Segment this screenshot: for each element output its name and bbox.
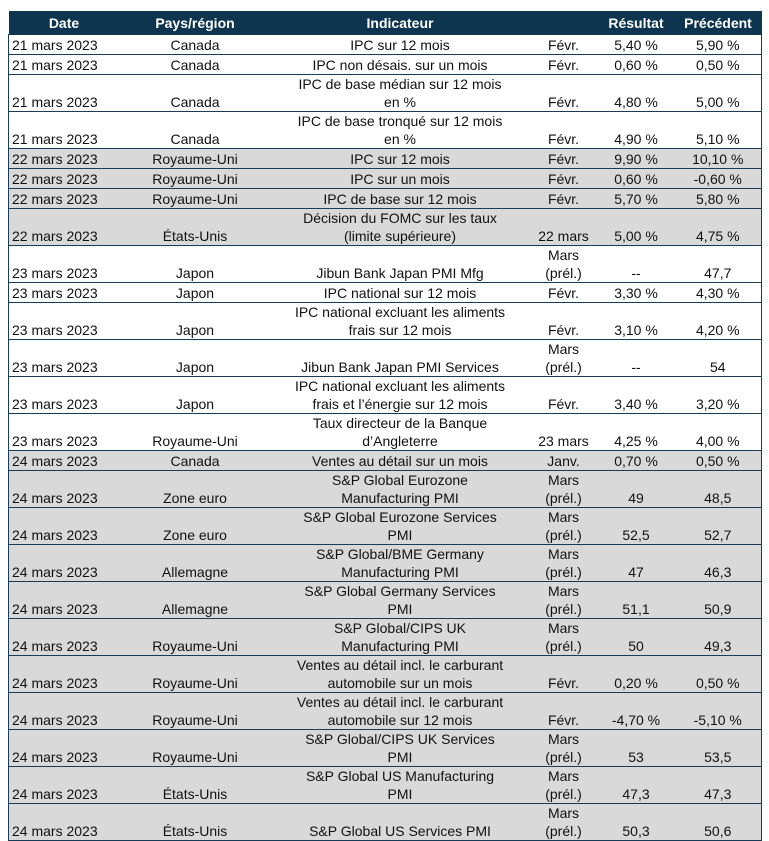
cell-previous: 50,6 [675, 804, 762, 841]
table-row [9, 545, 762, 582]
cell-country: Royaume-Uni [120, 730, 271, 767]
cell-period: Févr. [530, 283, 598, 303]
table-row [9, 377, 762, 414]
cell-indicator: Taux directeur de la Banque d’Angleterre [271, 414, 530, 451]
cell-previous: 52,7 [675, 508, 762, 545]
cell-date: 24 mars 2023 [9, 730, 120, 767]
cell-indicator: IPC sur 12 mois [271, 35, 530, 55]
cell-result: 3,40 % [598, 377, 675, 414]
cell-result: 3,10 % [598, 303, 675, 340]
table-row [9, 55, 762, 75]
cell-country: Canada [120, 451, 271, 471]
header-result: Résultat [598, 11, 675, 35]
cell-date: 24 mars 2023 [9, 804, 120, 841]
cell-previous: 0,50 % [675, 656, 762, 693]
cell-period: Févr. [530, 189, 598, 209]
cell-indicator: Jibun Bank Japan PMI Services [271, 340, 530, 377]
cell-date: 23 mars 2023 [9, 414, 120, 451]
table-row [9, 209, 762, 246]
table-row [9, 75, 762, 112]
table-row [9, 35, 762, 55]
cell-date: 24 mars 2023 [9, 545, 120, 582]
cell-indicator: S&P Global Eurozone Services PMI [271, 508, 530, 545]
cell-indicator: Ventes au détail incl. le carburant automobile sur un mois [271, 656, 530, 693]
cell-date: 24 mars 2023 [9, 619, 120, 656]
cell-previous: 5,90 % [675, 35, 762, 55]
cell-country: Allemagne [120, 545, 271, 582]
cell-result: 0,20 % [598, 656, 675, 693]
cell-previous: 0,50 % [675, 55, 762, 75]
cell-period: Janv. [530, 451, 598, 471]
cell-country: Canada [120, 112, 271, 149]
cell-result: 0,70 % [598, 451, 675, 471]
cell-indicator: S&P Global/BME Germany Manufacturing PMI [271, 545, 530, 582]
cell-result: 47,3 [598, 767, 675, 804]
cell-result: 5,40 % [598, 35, 675, 55]
cell-result: -4,70 % [598, 693, 675, 730]
header-row [9, 11, 762, 35]
cell-indicator: IPC de base tronqué sur 12 mois en % [271, 112, 530, 149]
cell-country: États-Unis [120, 209, 271, 246]
table-row [9, 730, 762, 767]
cell-date: 21 mars 2023 [9, 112, 120, 149]
cell-result: 5,70 % [598, 189, 675, 209]
cell-period: Mars (prél.) [530, 804, 598, 841]
cell-result: 47 [598, 545, 675, 582]
cell-indicator: Jibun Bank Japan PMI Mfg [271, 246, 530, 283]
cell-indicator: S&P Global US Services PMI [271, 804, 530, 841]
cell-period: Mars (prél.) [530, 246, 598, 283]
cell-country: Japon [120, 377, 271, 414]
cell-indicator: IPC national sur 12 mois [271, 283, 530, 303]
cell-date: 24 mars 2023 [9, 656, 120, 693]
cell-previous: 47,7 [675, 246, 762, 283]
cell-date: 22 mars 2023 [9, 169, 120, 189]
cell-period: Févr. [530, 377, 598, 414]
cell-period: Févr. [530, 112, 598, 149]
table-row [9, 656, 762, 693]
cell-previous: 46,3 [675, 545, 762, 582]
cell-country: Japon [120, 246, 271, 283]
cell-result: 5,00 % [598, 209, 675, 246]
table-row [9, 508, 762, 545]
cell-date: 22 mars 2023 [9, 189, 120, 209]
cell-date: 23 mars 2023 [9, 246, 120, 283]
cell-previous: 10,10 % [675, 149, 762, 169]
cell-country: Royaume-Uni [120, 619, 271, 656]
cell-country: Canada [120, 75, 271, 112]
cell-country: Zone euro [120, 471, 271, 508]
table-row [9, 804, 762, 841]
table-row [9, 582, 762, 619]
cell-previous: 5,80 % [675, 189, 762, 209]
table-row [9, 169, 762, 189]
cell-date: 22 mars 2023 [9, 209, 120, 246]
table-row [9, 283, 762, 303]
table-row [9, 246, 762, 283]
cell-result: 0,60 % [598, 169, 675, 189]
cell-date: 22 mars 2023 [9, 149, 120, 169]
cell-result: 4,90 % [598, 112, 675, 149]
cell-period: Févr. [530, 35, 598, 55]
cell-period: Févr. [530, 149, 598, 169]
cell-country: Royaume-Uni [120, 656, 271, 693]
cell-period: 22 mars [530, 209, 598, 246]
cell-result: 9,90 % [598, 149, 675, 169]
cell-indicator: Ventes au détail incl. le carburant automobile sur 12 mois [271, 693, 530, 730]
cell-previous: 54 [675, 340, 762, 377]
cell-indicator: IPC sur 12 mois [271, 149, 530, 169]
cell-previous: 4,00 % [675, 414, 762, 451]
cell-country: États-Unis [120, 804, 271, 841]
table-body [9, 35, 762, 841]
cell-period: Févr. [530, 75, 598, 112]
cell-period: Mars (prél.) [530, 619, 598, 656]
cell-period: Mars (prél.) [530, 471, 598, 508]
cell-period: Févr. [530, 656, 598, 693]
cell-previous: 53,5 [675, 730, 762, 767]
cell-indicator: IPC national excluant les aliments frais et l’énergie sur 12 mois [271, 377, 530, 414]
table-row [9, 451, 762, 471]
cell-date: 24 mars 2023 [9, 471, 120, 508]
cell-period: Févr. [530, 693, 598, 730]
cell-country: Canada [120, 35, 271, 55]
table-row [9, 112, 762, 149]
cell-date: 23 mars 2023 [9, 340, 120, 377]
cell-period: Mars (prél.) [530, 545, 598, 582]
cell-indicator: S&P Global US Manufacturing PMI [271, 767, 530, 804]
cell-result: 49 [598, 471, 675, 508]
header-country: Pays/région [120, 11, 271, 35]
table-header [9, 11, 762, 35]
table-row [9, 149, 762, 169]
cell-previous: 49,3 [675, 619, 762, 656]
cell-indicator: Décision du FOMC sur les taux (limite supérieure) [271, 209, 530, 246]
cell-result: 50 [598, 619, 675, 656]
header-date: Date [9, 11, 120, 35]
cell-period: Mars (prél.) [530, 340, 598, 377]
cell-indicator: S&P Global/CIPS UK Manufacturing PMI [271, 619, 530, 656]
cell-country: Japon [120, 283, 271, 303]
cell-country: Japon [120, 340, 271, 377]
cell-country: Allemagne [120, 582, 271, 619]
cell-period: 23 mars [530, 414, 598, 451]
table-row [9, 303, 762, 340]
cell-country: Royaume-Uni [120, 189, 271, 209]
cell-indicator: IPC de base sur 12 mois [271, 189, 530, 209]
cell-result: 53 [598, 730, 675, 767]
cell-date: 24 mars 2023 [9, 451, 120, 471]
cell-indicator: IPC de base médian sur 12 mois en % [271, 75, 530, 112]
cell-result: 3,30 % [598, 283, 675, 303]
cell-result: -- [598, 246, 675, 283]
cell-indicator: IPC sur un mois [271, 169, 530, 189]
cell-country: Zone euro [120, 508, 271, 545]
cell-indicator: S&P Global Germany Services PMI [271, 582, 530, 619]
cell-result: 51,1 [598, 582, 675, 619]
cell-period: Mars (prél.) [530, 730, 598, 767]
cell-previous: 4,75 % [675, 209, 762, 246]
cell-previous: 5,00 % [675, 75, 762, 112]
cell-previous: 50,9 [675, 582, 762, 619]
cell-date: 23 mars 2023 [9, 283, 120, 303]
cell-country: États-Unis [120, 767, 271, 804]
cell-previous: -0,60 % [675, 169, 762, 189]
cell-previous: 48,5 [675, 471, 762, 508]
cell-country: Canada [120, 55, 271, 75]
cell-date: 24 mars 2023 [9, 508, 120, 545]
cell-indicator: IPC national excluant les aliments frais sur 12 mois [271, 303, 530, 340]
table-row [9, 189, 762, 209]
cell-date: 23 mars 2023 [9, 303, 120, 340]
cell-period: Mars (prél.) [530, 508, 598, 545]
cell-result: 0,60 % [598, 55, 675, 75]
table-row [9, 767, 762, 804]
cell-period: Févr. [530, 169, 598, 189]
cell-result: 4,25 % [598, 414, 675, 451]
cell-period: Févr. [530, 303, 598, 340]
cell-date: 24 mars 2023 [9, 582, 120, 619]
table-row [9, 619, 762, 656]
table-row [9, 471, 762, 508]
cell-indicator: Ventes au détail sur un mois [271, 451, 530, 471]
cell-result: 50,3 [598, 804, 675, 841]
cell-country: Royaume-Uni [120, 693, 271, 730]
table-row [9, 414, 762, 451]
cell-date: 21 mars 2023 [9, 35, 120, 55]
cell-country: Royaume-Uni [120, 149, 271, 169]
cell-previous: 5,10 % [675, 112, 762, 149]
cell-period: Mars (prél.) [530, 582, 598, 619]
cell-previous: 4,30 % [675, 283, 762, 303]
cell-date: 23 mars 2023 [9, 377, 120, 414]
cell-date: 24 mars 2023 [9, 693, 120, 730]
cell-result: 52,5 [598, 508, 675, 545]
cell-indicator: S&P Global/CIPS UK Services PMI [271, 730, 530, 767]
cell-previous: -5,10 % [675, 693, 762, 730]
cell-previous: 47,3 [675, 767, 762, 804]
cell-period: Févr. [530, 55, 598, 75]
header-indicator: Indicateur [271, 11, 530, 35]
cell-previous: 0,50 % [675, 451, 762, 471]
header-period [530, 11, 598, 35]
table-row [9, 693, 762, 730]
cell-previous: 3,20 % [675, 377, 762, 414]
cell-period: Mars (prél.) [530, 767, 598, 804]
cell-country: Royaume-Uni [120, 414, 271, 451]
header-previous: Précédent [675, 11, 762, 35]
cell-indicator: IPC non désais. sur un mois [271, 55, 530, 75]
cell-date: 21 mars 2023 [9, 75, 120, 112]
cell-previous: 4,20 % [675, 303, 762, 340]
cell-country: Japon [120, 303, 271, 340]
table-row [9, 340, 762, 377]
economic-calendar-table [8, 11, 762, 841]
cell-result: 4,80 % [598, 75, 675, 112]
cell-date: 24 mars 2023 [9, 767, 120, 804]
cell-result: -- [598, 340, 675, 377]
cell-country: Royaume-Uni [120, 169, 271, 189]
cell-date: 21 mars 2023 [9, 55, 120, 75]
cell-indicator: S&P Global Eurozone Manufacturing PMI [271, 471, 530, 508]
